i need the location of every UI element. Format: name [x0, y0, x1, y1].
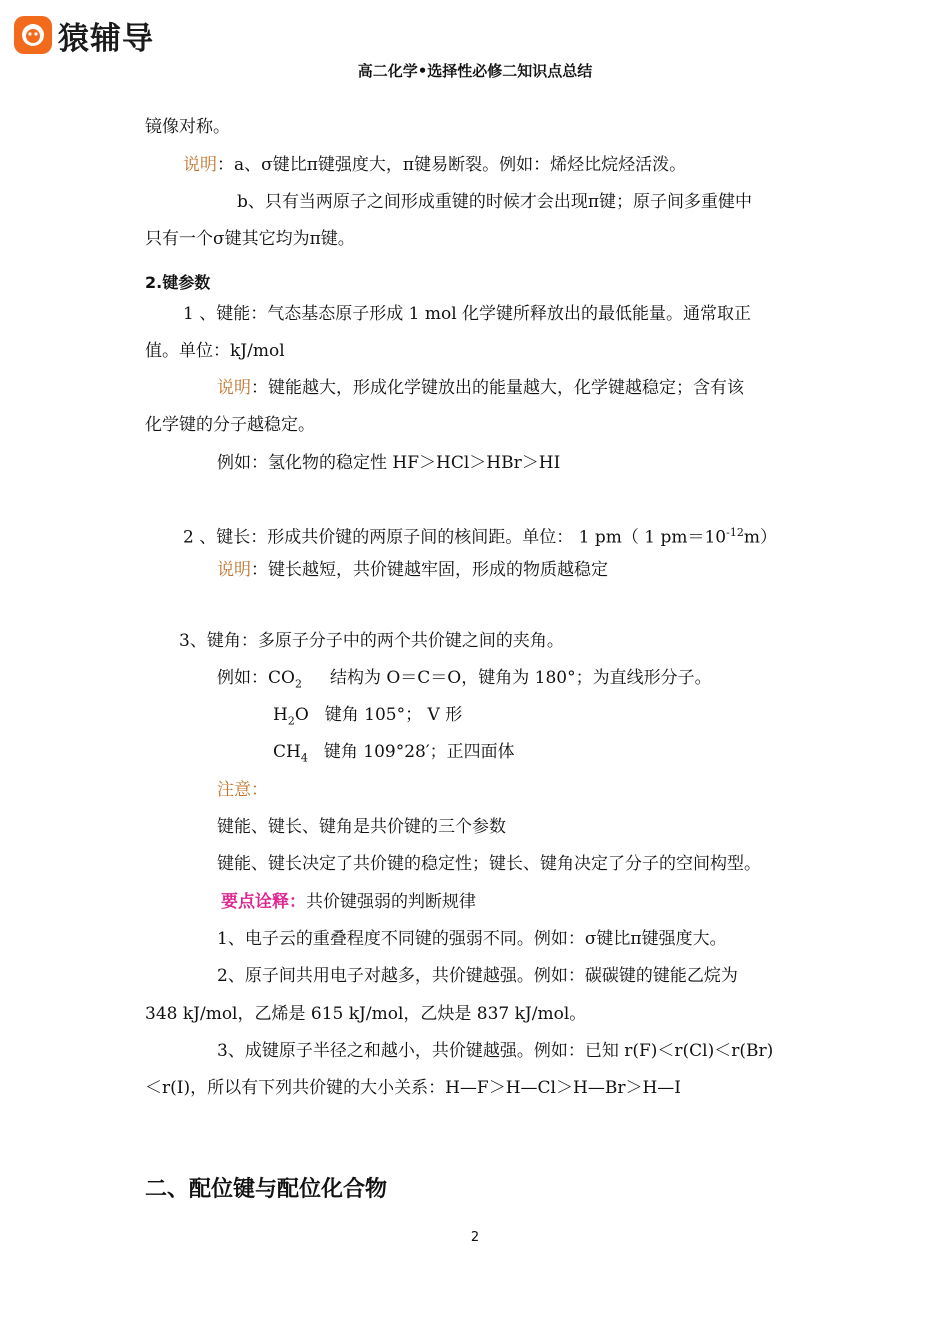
example-text: 键角 105°； V 形 [324, 705, 463, 725]
text-line [183, 521, 777, 550]
text-line: 1 、键能：气态基态原子形成 1 mol 化学键所释放出的最低能量。通常取正 [183, 304, 752, 324]
example-text: 键角 109°28′；正四面体 [323, 742, 515, 762]
key-point-text: 共价键强弱的判断规律 [306, 892, 476, 912]
note-label: 说明 [217, 560, 251, 580]
note-label: 说明 [183, 155, 217, 175]
note-line [183, 153, 686, 177]
text-line: 3、键角：多原子分子中的两个共价键之间的夹角。 [179, 631, 564, 651]
text-line: 2、原子间共用电子对越多，共价键越强。例如：碳碳键的键能乙烷为 [217, 966, 738, 986]
text-line: 1、电子云的重叠程度不同键的强弱不同。例如：σ键比π键强度大。 [217, 929, 727, 949]
brand-logo [14, 14, 154, 56]
formula-subscript: 4 [300, 751, 308, 765]
formula-subscript: 2 [287, 714, 295, 728]
note-text: ：a、σ键比π键强度大，π键易断裂。例如：烯烃比烷烃活泼。 [217, 155, 687, 175]
note-label: 说明 [217, 378, 251, 398]
note-text: ：键长越短，共价键越牢固，形成的物质越稳定 [251, 560, 608, 580]
length-text: 2 、键长：形成共价键的两原子间的核间距。单位： 1 pm（ 1 pm＝10 [183, 527, 727, 548]
caution-label: 注意： [217, 780, 268, 800]
text-line: 例如：氢化物的稳定性 HF＞HCl＞HBr＞HI [217, 453, 561, 473]
text-line: ＜r(I)，所以有下列共价键的大小关系：H—F＞H—Cl＞H—Br＞H—I [145, 1078, 681, 1098]
key-point-line [221, 890, 476, 914]
section-title: 二、配位键与配位化合物 [145, 1177, 388, 1202]
brand-name: 猿辅导 [58, 20, 154, 57]
text-line: 键能、键长决定了共价键的稳定性；键长、键角决定了分子的空间构型。 [217, 854, 761, 874]
formula: H [273, 705, 288, 725]
page-header-title: 高二化学•选择性必修二知识点总结 [357, 62, 593, 80]
text-line: 348 kJ/mol，乙烯是 615 kJ/mol，乙炔是 837 kJ/mol。 [145, 1004, 587, 1024]
key-point-label: 要点诠释： [221, 892, 306, 912]
length-unit: m） [743, 527, 777, 548]
text-line: 镜像对称。 [145, 117, 230, 137]
example-text: 结构为 O＝C＝O，键角为 180°；为直线形分子。 [329, 668, 712, 688]
formula: O [294, 705, 309, 725]
example-co2 [217, 666, 712, 696]
section-heading: 2.键参数 [145, 273, 211, 292]
page-number: 2 [470, 1230, 480, 1245]
example-h2o [273, 703, 462, 733]
note-text: ：键能越大，形成化学键放出的能量越大，化学键越稳定；含有该 [251, 378, 744, 398]
formula: CH [273, 742, 301, 762]
formula: 例如：CO [217, 668, 295, 688]
note-line [217, 558, 608, 582]
text-line: 3、成键原子半径之和越小，共价键越强。例如：已知 r(F)＜r(Cl)＜r(Br) [217, 1041, 774, 1061]
text-line: 值。单位：kJ/mol [145, 341, 285, 361]
text-line: b、只有当两原子之间形成重键的时候才会出现π键；原子间多重健中 [237, 192, 753, 212]
length-exponent: -12 [726, 526, 744, 539]
text-line: 只有一个σ键其它均为π键。 [145, 229, 355, 249]
text-line: 化学键的分子越稳定。 [145, 415, 315, 435]
formula-subscript: 2 [294, 677, 302, 691]
text-line: 键能、键长、键角是共价键的三个参数 [217, 817, 506, 837]
monkey-face-icon [14, 16, 52, 54]
example-ch4 [273, 740, 515, 770]
note-line [217, 376, 744, 400]
